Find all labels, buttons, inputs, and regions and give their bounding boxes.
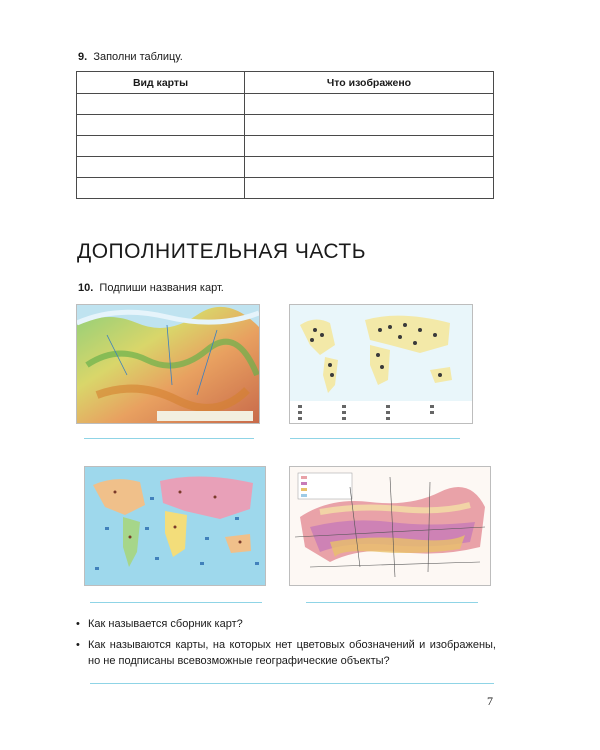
table-header-row [77, 72, 494, 94]
table-cell[interactable] [245, 136, 494, 157]
answer-line[interactable] [290, 438, 460, 439]
table-header-map-type: Вид карты [77, 72, 245, 94]
table-cell[interactable] [245, 94, 494, 115]
table-header-depicted: Что изображено [245, 72, 494, 94]
task-9-number: 9. [78, 51, 88, 63]
table-row [77, 94, 494, 115]
table-cell[interactable] [245, 178, 494, 199]
task-9-instruction [78, 51, 183, 63]
answer-line[interactable] [306, 602, 478, 603]
fill-in-table [76, 71, 494, 199]
table-cell[interactable] [77, 157, 245, 178]
page-number: 7 [487, 694, 493, 708]
answer-line[interactable] [90, 602, 262, 603]
table-cell[interactable] [77, 115, 245, 136]
thematic-world-map-image [289, 304, 473, 424]
climate-map-image [289, 466, 491, 586]
table-cell[interactable] [245, 157, 494, 178]
table-row [77, 115, 494, 136]
table-cell[interactable] [245, 115, 494, 136]
world-map-image [84, 466, 266, 586]
question-text: Как называются карты, на которых нет цветовых обозначений и изображены, но не подписаны всевозможные географические объекты? [88, 639, 496, 667]
section-heading: ДОПОЛНИТЕЛЬНАЯ ЧАСТЬ [77, 240, 366, 263]
table-cell[interactable] [77, 178, 245, 199]
physical-map-image [76, 304, 260, 424]
task-10-number: 10. [78, 282, 94, 294]
question-2 [76, 637, 496, 669]
task-10-instruction [78, 282, 224, 294]
bullet-icon: • [76, 618, 80, 630]
table-cell[interactable] [77, 94, 245, 115]
task-9-text: Заполни таблицу. [93, 51, 183, 63]
table-row [77, 178, 494, 199]
task-10-text: Подпиши названия карт. [99, 282, 224, 294]
answer-line[interactable] [84, 438, 254, 439]
answer-line[interactable] [90, 683, 494, 684]
question-1 [76, 616, 496, 632]
bullet-icon: • [76, 639, 80, 651]
table-cell[interactable] [77, 136, 245, 157]
table-row [77, 136, 494, 157]
question-text: Как называется сборник карт? [88, 618, 243, 630]
table-row [77, 157, 494, 178]
